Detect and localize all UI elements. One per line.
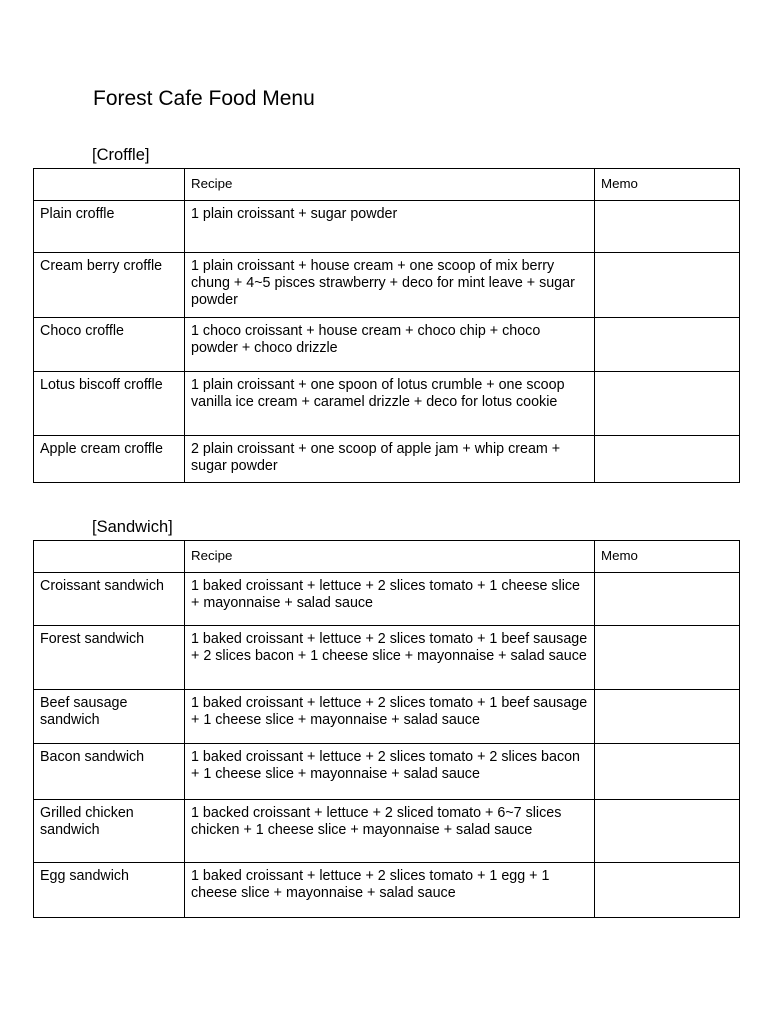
item-name-cell: Bacon sandwich [34, 744, 185, 800]
table-row [34, 372, 740, 436]
item-name-cell: Beef sausage sandwich [34, 690, 185, 744]
item-name-cell: Forest sandwich [34, 626, 185, 690]
recipe-cell: 1 baked croissant + lettuce + 2 slices tomato + 1 cheese slice + mayonnaise + salad sauce [185, 573, 595, 626]
name-column-header [34, 169, 185, 201]
memo-column-header: Memo [595, 541, 740, 573]
recipe-cell: 1 baked croissant + lettuce + 2 slices tomato + 1 beef sausage + 1 cheese slice + mayonnaise + salad sauce [185, 690, 595, 744]
recipe-cell: 1 plain croissant + one spoon of lotus crumble + one scoop vanilla ice cream + caramel drizzle + deco for lotus cookie [185, 372, 595, 436]
page-title: Forest Cafe Food Menu [93, 87, 315, 110]
item-name-cell: Choco croffle [34, 318, 185, 372]
table-row [34, 436, 740, 483]
recipe-cell: 2 plain croissant + one scoop of apple jam + whip cream + sugar powder [185, 436, 595, 483]
name-column-header [34, 541, 185, 573]
table-row [34, 253, 740, 318]
memo-column-header: Memo [595, 169, 740, 201]
item-name-cell: Apple cream croffle [34, 436, 185, 483]
item-name-cell: Cream berry croffle [34, 253, 185, 318]
memo-cell [595, 626, 740, 690]
memo-cell [595, 690, 740, 744]
memo-cell [595, 573, 740, 626]
memo-cell [595, 201, 740, 253]
memo-cell [595, 372, 740, 436]
recipe-cell: 1 plain croissant + house cream + one scoop of mix berry chung + 4~5 pisces strawberry + deco for mint leave + sugar powder [185, 253, 595, 318]
recipe-cell: 1 baked croissant + lettuce + 2 slices tomato + 1 beef sausage + 2 slices bacon + 1 cheese slice + mayonnaise + salad sauce [185, 626, 595, 690]
table-row [34, 573, 740, 626]
memo-cell [595, 744, 740, 800]
table-row [34, 744, 740, 800]
recipe-cell: 1 baked croissant + lettuce + 2 slices tomato + 2 slices bacon + 1 cheese slice + mayonnaise + salad sauce [185, 744, 595, 800]
table-row [34, 863, 740, 918]
table-header-row [34, 169, 740, 201]
sandwich-table [33, 540, 740, 918]
table-row [34, 318, 740, 372]
item-name-cell: Egg sandwich [34, 863, 185, 918]
item-name-cell: Croissant sandwich [34, 573, 185, 626]
table-header-row [34, 541, 740, 573]
croffle-table [33, 168, 740, 483]
sandwich-section-heading: [Sandwich] [92, 518, 173, 536]
table-row [34, 626, 740, 690]
item-name-cell: Plain croffle [34, 201, 185, 253]
memo-cell [595, 436, 740, 483]
memo-cell [595, 800, 740, 863]
recipe-cell: 1 plain croissant + sugar powder [185, 201, 595, 253]
croffle-section-heading: [Croffle] [92, 146, 150, 164]
memo-cell [595, 863, 740, 918]
table-row [34, 690, 740, 744]
memo-cell [595, 253, 740, 318]
recipe-column-header: Recipe [185, 169, 595, 201]
item-name-cell: Grilled chicken sandwich [34, 800, 185, 863]
recipe-cell: 1 backed croissant + lettuce + 2 sliced tomato + 6~7 slices chicken + 1 cheese slice + mayonnaise + salad sauce [185, 800, 595, 863]
item-name-cell: Lotus biscoff croffle [34, 372, 185, 436]
memo-cell [595, 318, 740, 372]
recipe-column-header: Recipe [185, 541, 595, 573]
table-row [34, 201, 740, 253]
recipe-cell: 1 choco croissant + house cream + choco chip + choco powder + choco drizzle [185, 318, 595, 372]
recipe-cell: 1 baked croissant + lettuce + 2 slices tomato + 1 egg + 1 cheese slice + mayonnaise + salad sauce [185, 863, 595, 918]
table-row [34, 800, 740, 863]
